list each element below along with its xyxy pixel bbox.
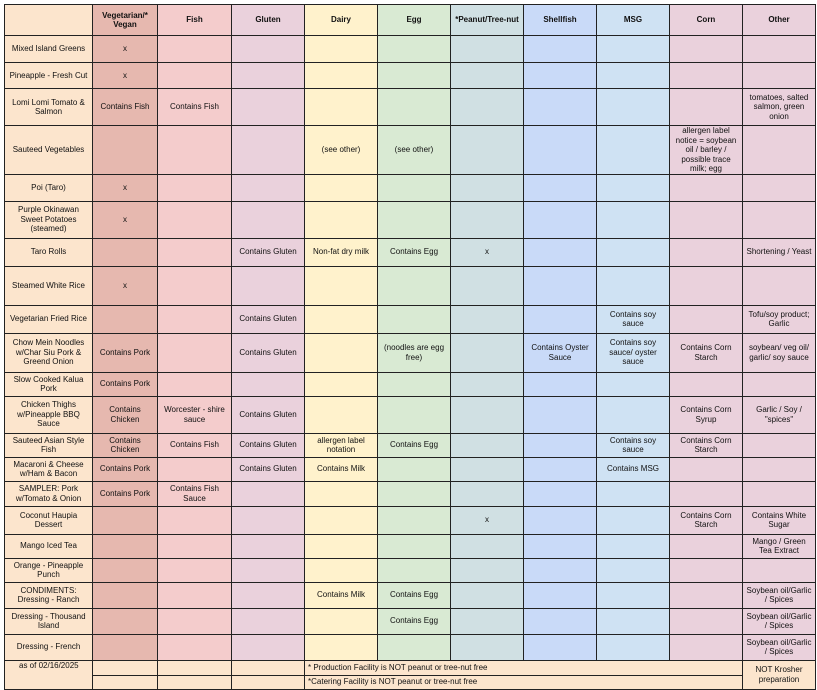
allergen-cell: x <box>93 36 158 63</box>
allergen-cell <box>670 534 743 558</box>
allergen-cell <box>524 305 597 333</box>
allergen-table <box>4 4 816 690</box>
allergen-cell: (noodles are egg free) <box>378 333 451 372</box>
allergen-cell <box>451 63 524 89</box>
allergen-cell: Contains Milk <box>305 457 378 481</box>
allergen-cell <box>305 305 378 333</box>
allergen-cell <box>597 174 670 201</box>
allergen-cell <box>743 433 816 457</box>
allergen-cell <box>305 481 378 506</box>
allergen-cell <box>597 506 670 534</box>
allergen-cell <box>158 333 232 372</box>
footer-blank <box>232 675 305 689</box>
allergen-cell <box>378 89 451 126</box>
allergen-cell: Contains Corn Starch <box>670 433 743 457</box>
allergen-cell: Contains Egg <box>378 238 451 266</box>
allergen-cell <box>524 174 597 201</box>
allergen-cell <box>597 558 670 582</box>
allergen-cell <box>93 634 158 660</box>
footer-blank <box>93 675 158 689</box>
allergen-cell: Contains Gluten <box>232 433 305 457</box>
table-row <box>5 36 816 63</box>
allergen-cell <box>158 457 232 481</box>
column-header: Gluten <box>232 5 305 36</box>
allergen-cell <box>451 372 524 396</box>
allergen-cell <box>451 634 524 660</box>
allergen-cell: Shortening / Yeast <box>743 238 816 266</box>
table-row <box>5 608 816 634</box>
allergen-cell: allergen label notation <box>305 433 378 457</box>
allergen-cell <box>524 608 597 634</box>
column-header: Egg <box>378 5 451 36</box>
column-header: Corn <box>670 5 743 36</box>
allergen-sheet <box>4 4 816 690</box>
allergen-cell: Contains soy sauce <box>597 305 670 333</box>
allergen-cell: Mango / Green Tea Extract <box>743 534 816 558</box>
allergen-cell <box>670 89 743 126</box>
allergen-cell: Contains Gluten <box>232 333 305 372</box>
allergen-cell <box>158 558 232 582</box>
table-row <box>5 126 816 175</box>
allergen-cell <box>670 582 743 608</box>
allergen-cell <box>232 266 305 305</box>
allergen-cell <box>158 201 232 238</box>
allergen-cell <box>451 534 524 558</box>
dish-name: Mango Iced Tea <box>5 534 93 558</box>
allergen-cell <box>743 201 816 238</box>
allergen-cell <box>743 266 816 305</box>
dish-name: Pineapple - Fresh Cut <box>5 63 93 89</box>
allergen-cell: Contains MSG <box>597 457 670 481</box>
allergen-cell <box>451 396 524 433</box>
allergen-cell <box>743 36 816 63</box>
allergen-cell <box>743 126 816 175</box>
allergen-cell <box>158 63 232 89</box>
dish-name: CONDIMENTS: Dressing - Ranch <box>5 582 93 608</box>
allergen-cell: Contains Fish <box>158 89 232 126</box>
allergen-cell <box>451 89 524 126</box>
dish-name: Chow Mein Noodles w/Char Siu Pork & Greend Onion <box>5 333 93 372</box>
footer-blank <box>158 675 232 689</box>
allergen-cell <box>305 63 378 89</box>
allergen-cell <box>93 506 158 534</box>
allergen-cell <box>93 534 158 558</box>
allergen-cell <box>743 372 816 396</box>
allergen-cell <box>597 126 670 175</box>
allergen-cell: x <box>93 201 158 238</box>
allergen-cell <box>232 481 305 506</box>
allergen-cell <box>232 506 305 534</box>
allergen-cell: soybean/ veg oil/ garlic/ soy sauce <box>743 333 816 372</box>
allergen-cell <box>93 305 158 333</box>
allergen-cell: Garlic / Soy / "spices" <box>743 396 816 433</box>
allergen-cell <box>451 558 524 582</box>
dish-name: Taro Rolls <box>5 238 93 266</box>
dish-name: Poi (Taro) <box>5 174 93 201</box>
dish-name: Dressing - French <box>5 634 93 660</box>
allergen-cell <box>232 63 305 89</box>
allergen-cell: Contains Gluten <box>232 396 305 433</box>
allergen-cell <box>524 481 597 506</box>
allergen-cell <box>670 558 743 582</box>
allergen-cell <box>305 36 378 63</box>
allergen-cell <box>524 558 597 582</box>
allergen-cell <box>378 396 451 433</box>
allergen-cell <box>524 201 597 238</box>
allergen-cell <box>597 372 670 396</box>
allergen-cell: Soybean oil/Garlic / Spices <box>743 634 816 660</box>
allergen-cell <box>158 266 232 305</box>
table-row <box>5 457 816 481</box>
allergen-cell <box>158 534 232 558</box>
allergen-cell <box>305 558 378 582</box>
allergen-cell: Contains Corn Syrup <box>670 396 743 433</box>
allergen-cell: x <box>93 266 158 305</box>
table-row <box>5 201 816 238</box>
allergen-cell <box>524 433 597 457</box>
allergen-cell: Contains Egg <box>378 433 451 457</box>
allergen-cell <box>451 582 524 608</box>
allergen-cell: Worcester - shire sauce <box>158 396 232 433</box>
allergen-cell <box>597 481 670 506</box>
allergen-cell <box>597 582 670 608</box>
allergen-cell <box>743 558 816 582</box>
allergen-cell <box>158 36 232 63</box>
allergen-cell <box>378 174 451 201</box>
allergen-cell <box>232 534 305 558</box>
allergen-cell <box>158 608 232 634</box>
allergen-cell <box>597 238 670 266</box>
allergen-cell <box>451 433 524 457</box>
allergen-cell <box>232 582 305 608</box>
allergen-cell <box>232 174 305 201</box>
allergen-cell <box>597 266 670 305</box>
allergen-cell: allergen label notice = soybean oil / barley / possible trace milk; egg <box>670 126 743 175</box>
allergen-cell: x <box>93 174 158 201</box>
allergen-cell <box>451 126 524 175</box>
allergen-cell: Contains Pork <box>93 333 158 372</box>
dish-name: Steamed White Rice <box>5 266 93 305</box>
production-footnote: * Production Facility is NOT peanut or tree-nut free <box>305 660 743 675</box>
allergen-cell <box>670 201 743 238</box>
dish-name: Coconut Haupia Dessert <box>5 506 93 534</box>
header-corner <box>5 5 93 36</box>
dish-name: SAMPLER: Pork w/Tomato & Onion <box>5 481 93 506</box>
allergen-cell <box>305 201 378 238</box>
allergen-cell: Soybean oil/Garlic / Spices <box>743 608 816 634</box>
allergen-cell: x <box>451 506 524 534</box>
allergen-cell <box>524 36 597 63</box>
allergen-cell <box>597 89 670 126</box>
allergen-cell <box>451 36 524 63</box>
table-row <box>5 481 816 506</box>
allergen-cell <box>378 63 451 89</box>
allergen-cell <box>524 506 597 534</box>
footer-row <box>5 675 816 689</box>
allergen-cell: (see other) <box>305 126 378 175</box>
kosher-note: NOT Krosher preparation <box>743 660 816 689</box>
allergen-cell <box>305 333 378 372</box>
column-header: *Peanut/Tree-nut <box>451 5 524 36</box>
table-row <box>5 506 816 534</box>
allergen-cell <box>524 396 597 433</box>
table-row <box>5 433 816 457</box>
allergen-cell <box>305 89 378 126</box>
allergen-cell <box>670 305 743 333</box>
allergen-cell <box>158 305 232 333</box>
allergen-cell: Non-fat dry milk <box>305 238 378 266</box>
allergen-cell <box>524 63 597 89</box>
allergen-cell <box>158 634 232 660</box>
allergen-cell <box>378 634 451 660</box>
allergen-cell <box>597 534 670 558</box>
allergen-cell <box>451 457 524 481</box>
allergen-cell <box>670 457 743 481</box>
allergen-cell: x <box>93 63 158 89</box>
allergen-cell <box>378 558 451 582</box>
allergen-cell <box>670 481 743 506</box>
allergen-cell <box>451 174 524 201</box>
allergen-cell <box>232 372 305 396</box>
column-header: Vegetarian/* Vegan <box>93 5 158 36</box>
allergen-cell <box>524 582 597 608</box>
allergen-cell <box>451 333 524 372</box>
table-row <box>5 558 816 582</box>
allergen-cell <box>597 634 670 660</box>
allergen-cell <box>232 36 305 63</box>
dish-name: Sauteed Asian Style Fish <box>5 433 93 457</box>
allergen-cell: Soybean oil/Garlic / Spices <box>743 582 816 608</box>
allergen-cell: Contains soy sauce/ oyster sauce <box>597 333 670 372</box>
dish-name: Purple Okinawan Sweet Potatoes (steamed) <box>5 201 93 238</box>
allergen-cell <box>378 305 451 333</box>
dish-name: Slow Cooked Kalua Pork <box>5 372 93 396</box>
table-row <box>5 266 816 305</box>
allergen-cell: Contains Gluten <box>232 238 305 266</box>
table-row <box>5 63 816 89</box>
allergen-cell <box>670 634 743 660</box>
dish-name: Chicken Thighs w/Pineapple BBQ Sauce <box>5 396 93 433</box>
allergen-cell <box>158 372 232 396</box>
allergen-cell <box>305 396 378 433</box>
allergen-cell <box>451 266 524 305</box>
allergen-cell <box>378 534 451 558</box>
table-row <box>5 372 816 396</box>
column-header: Fish <box>158 5 232 36</box>
allergen-cell <box>232 201 305 238</box>
allergen-cell <box>451 305 524 333</box>
allergen-cell <box>743 174 816 201</box>
allergen-cell: Contains soy sauce <box>597 433 670 457</box>
allergen-cell <box>158 582 232 608</box>
table-row <box>5 305 816 333</box>
table-row <box>5 634 816 660</box>
allergen-cell <box>524 266 597 305</box>
allergen-cell: Contains Egg <box>378 608 451 634</box>
allergen-cell <box>93 582 158 608</box>
allergen-cell <box>93 608 158 634</box>
allergen-cell: Contains Oyster Sauce <box>524 333 597 372</box>
catering-footnote: *Catering Facility is NOT peanut or tree-nut free <box>305 675 743 689</box>
allergen-cell <box>305 634 378 660</box>
allergen-cell <box>670 266 743 305</box>
allergen-cell <box>670 372 743 396</box>
allergen-cell <box>305 266 378 305</box>
allergen-cell <box>597 201 670 238</box>
table-row <box>5 534 816 558</box>
allergen-cell <box>378 506 451 534</box>
allergen-cell <box>93 238 158 266</box>
dish-name: Sauteed Vegetables <box>5 126 93 175</box>
allergen-cell <box>524 534 597 558</box>
allergen-cell <box>158 126 232 175</box>
allergen-cell <box>378 266 451 305</box>
allergen-cell <box>305 506 378 534</box>
allergen-cell <box>597 36 670 63</box>
column-header: MSG <box>597 5 670 36</box>
allergen-cell <box>451 608 524 634</box>
allergen-cell: Contains Chicken <box>93 433 158 457</box>
allergen-cell <box>158 174 232 201</box>
allergen-cell <box>597 396 670 433</box>
allergen-cell <box>451 201 524 238</box>
allergen-cell: Contains Egg <box>378 582 451 608</box>
allergen-cell: (see other) <box>378 126 451 175</box>
allergen-cell <box>158 506 232 534</box>
allergen-cell <box>305 534 378 558</box>
allergen-cell <box>597 608 670 634</box>
dish-name: Vegetarian Fried Rice <box>5 305 93 333</box>
table-row <box>5 396 816 433</box>
dish-name: Lomi Lomi Tomato & Salmon <box>5 89 93 126</box>
allergen-cell <box>670 174 743 201</box>
dish-name: Dressing - Thousand Island <box>5 608 93 634</box>
allergen-cell <box>232 558 305 582</box>
allergen-cell <box>670 238 743 266</box>
allergen-cell <box>158 238 232 266</box>
allergen-cell <box>378 201 451 238</box>
allergen-cell <box>524 372 597 396</box>
allergen-cell <box>743 457 816 481</box>
as-of-date: as of 02/16/2025 <box>5 660 93 689</box>
column-header: Dairy <box>305 5 378 36</box>
allergen-cell: Contains Milk <box>305 582 378 608</box>
table-row <box>5 582 816 608</box>
allergen-cell: Contains Fish Sauce <box>158 481 232 506</box>
column-header: Shellfish <box>524 5 597 36</box>
allergen-cell <box>670 63 743 89</box>
allergen-cell <box>524 634 597 660</box>
allergen-cell <box>524 89 597 126</box>
header-row <box>5 5 816 36</box>
dish-name: Orange - Pineapple Punch <box>5 558 93 582</box>
allergen-cell: x <box>451 238 524 266</box>
allergen-cell: Contains Fish <box>158 433 232 457</box>
table-row <box>5 238 816 266</box>
allergen-cell <box>305 608 378 634</box>
allergen-cell <box>743 63 816 89</box>
allergen-cell <box>451 481 524 506</box>
column-header: Other <box>743 5 816 36</box>
table-row <box>5 333 816 372</box>
allergen-cell <box>378 457 451 481</box>
allergen-cell: Contains Pork <box>93 457 158 481</box>
allergen-cell <box>93 126 158 175</box>
allergen-cell <box>743 481 816 506</box>
allergen-cell: tomatoes, salted salmon, green onion <box>743 89 816 126</box>
allergen-cell <box>305 372 378 396</box>
allergen-cell: Contains Corn Starch <box>670 333 743 372</box>
allergen-cell: Contains Pork <box>93 481 158 506</box>
allergen-cell <box>232 89 305 126</box>
table-row <box>5 174 816 201</box>
table-row <box>5 89 816 126</box>
allergen-cell <box>670 36 743 63</box>
allergen-cell: Contains Pork <box>93 372 158 396</box>
allergen-cell <box>232 634 305 660</box>
allergen-cell: Contains White Sugar <box>743 506 816 534</box>
allergen-cell <box>524 238 597 266</box>
allergen-cell <box>378 36 451 63</box>
allergen-cell: Contains Gluten <box>232 305 305 333</box>
allergen-cell <box>597 63 670 89</box>
allergen-cell: Contains Fish <box>93 89 158 126</box>
allergen-cell <box>305 174 378 201</box>
allergen-cell: Contains Corn Starch <box>670 506 743 534</box>
allergen-cell <box>378 372 451 396</box>
allergen-cell <box>670 608 743 634</box>
allergen-cell <box>93 558 158 582</box>
allergen-cell: Contains Chicken <box>93 396 158 433</box>
allergen-cell: Tofu/soy product; Garlic <box>743 305 816 333</box>
allergen-cell <box>232 126 305 175</box>
dish-name: Macaroni & Cheese w/Ham & Bacon <box>5 457 93 481</box>
dish-name: Mixed Island Greens <box>5 36 93 63</box>
allergen-cell <box>378 481 451 506</box>
allergen-cell <box>232 608 305 634</box>
allergen-cell <box>524 126 597 175</box>
allergen-cell: Contains Gluten <box>232 457 305 481</box>
allergen-cell <box>524 457 597 481</box>
